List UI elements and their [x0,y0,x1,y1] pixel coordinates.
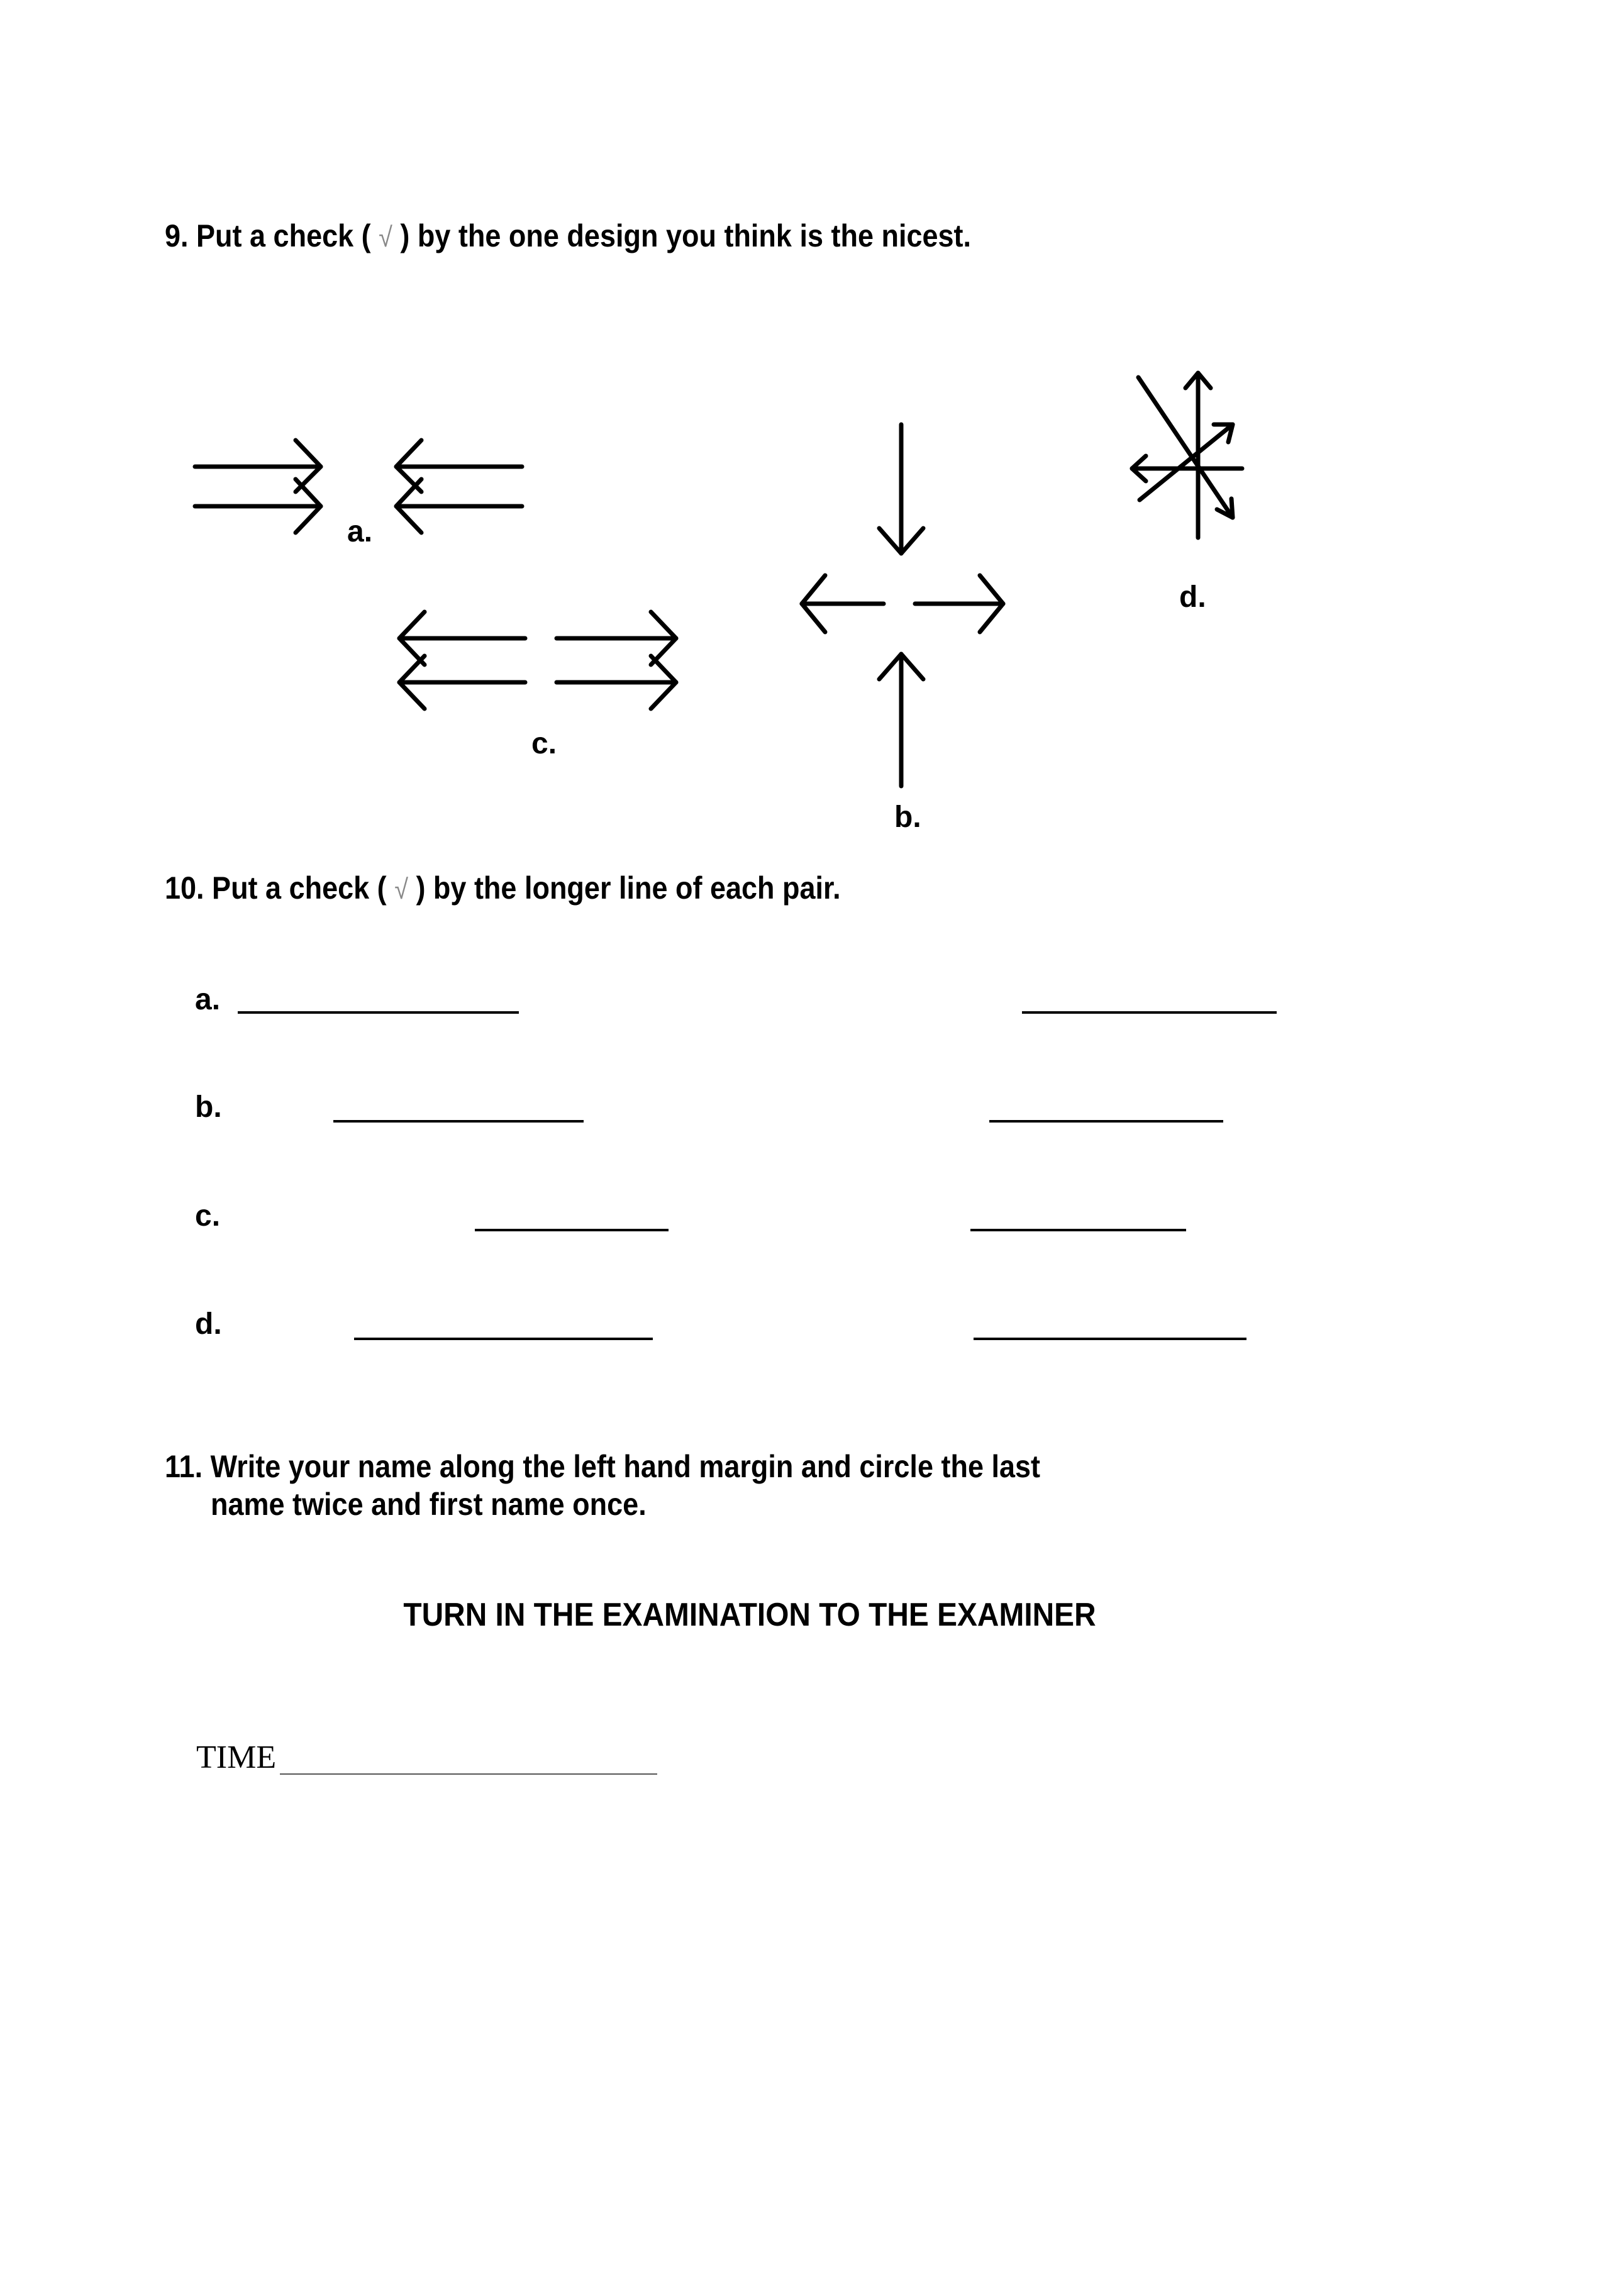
pair-b-left-line [333,1120,584,1123]
design-c-label: c. [531,727,557,760]
question-11-line2: name twice and first name once. [211,1487,647,1522]
design-a-label: a. [347,515,373,548]
pair-d-right-line [974,1338,1246,1340]
pair-a-right-line [1022,1011,1277,1014]
design-b-label: b. [894,801,921,834]
pair-c-label: c. [195,1199,221,1233]
question-10-text [165,869,841,909]
design-d-label: d. [1179,580,1206,614]
design-c-figure [390,607,686,717]
question-10-prefix: 10. Put a check ( [165,870,387,906]
check-mark-icon: √ [379,222,392,253]
question-10-suffix: ) by the longer line of each pair. [416,870,841,906]
question-11-line1: 11. Write your name along the left hand margin and circle the last [165,1449,1041,1484]
time-label: TIME [196,1739,277,1775]
check-mark-icon: √ [394,874,408,905]
design-d-figure [1126,368,1264,541]
question-9-prefix: 9. Put a check ( [165,218,371,253]
pair-b-label: b. [195,1090,222,1124]
pair-c-right-line [970,1229,1186,1231]
design-b-figure [792,421,1013,789]
question-9-suffix: ) by the one design you think is the nicest. [400,218,972,253]
time-answer-line[interactable] [280,1773,657,1775]
pair-b-right-line [989,1120,1223,1123]
pair-c-left-line [475,1229,669,1231]
pair-a-label: a. [195,983,221,1016]
pair-d-label: d. [195,1307,222,1341]
pair-d-left-line [354,1338,653,1340]
pair-a-left-line [238,1011,519,1014]
turn-in-instruction: TURN IN THE EXAMINATION TO THE EXAMINER [403,1597,1096,1633]
question-9-text [165,217,971,257]
